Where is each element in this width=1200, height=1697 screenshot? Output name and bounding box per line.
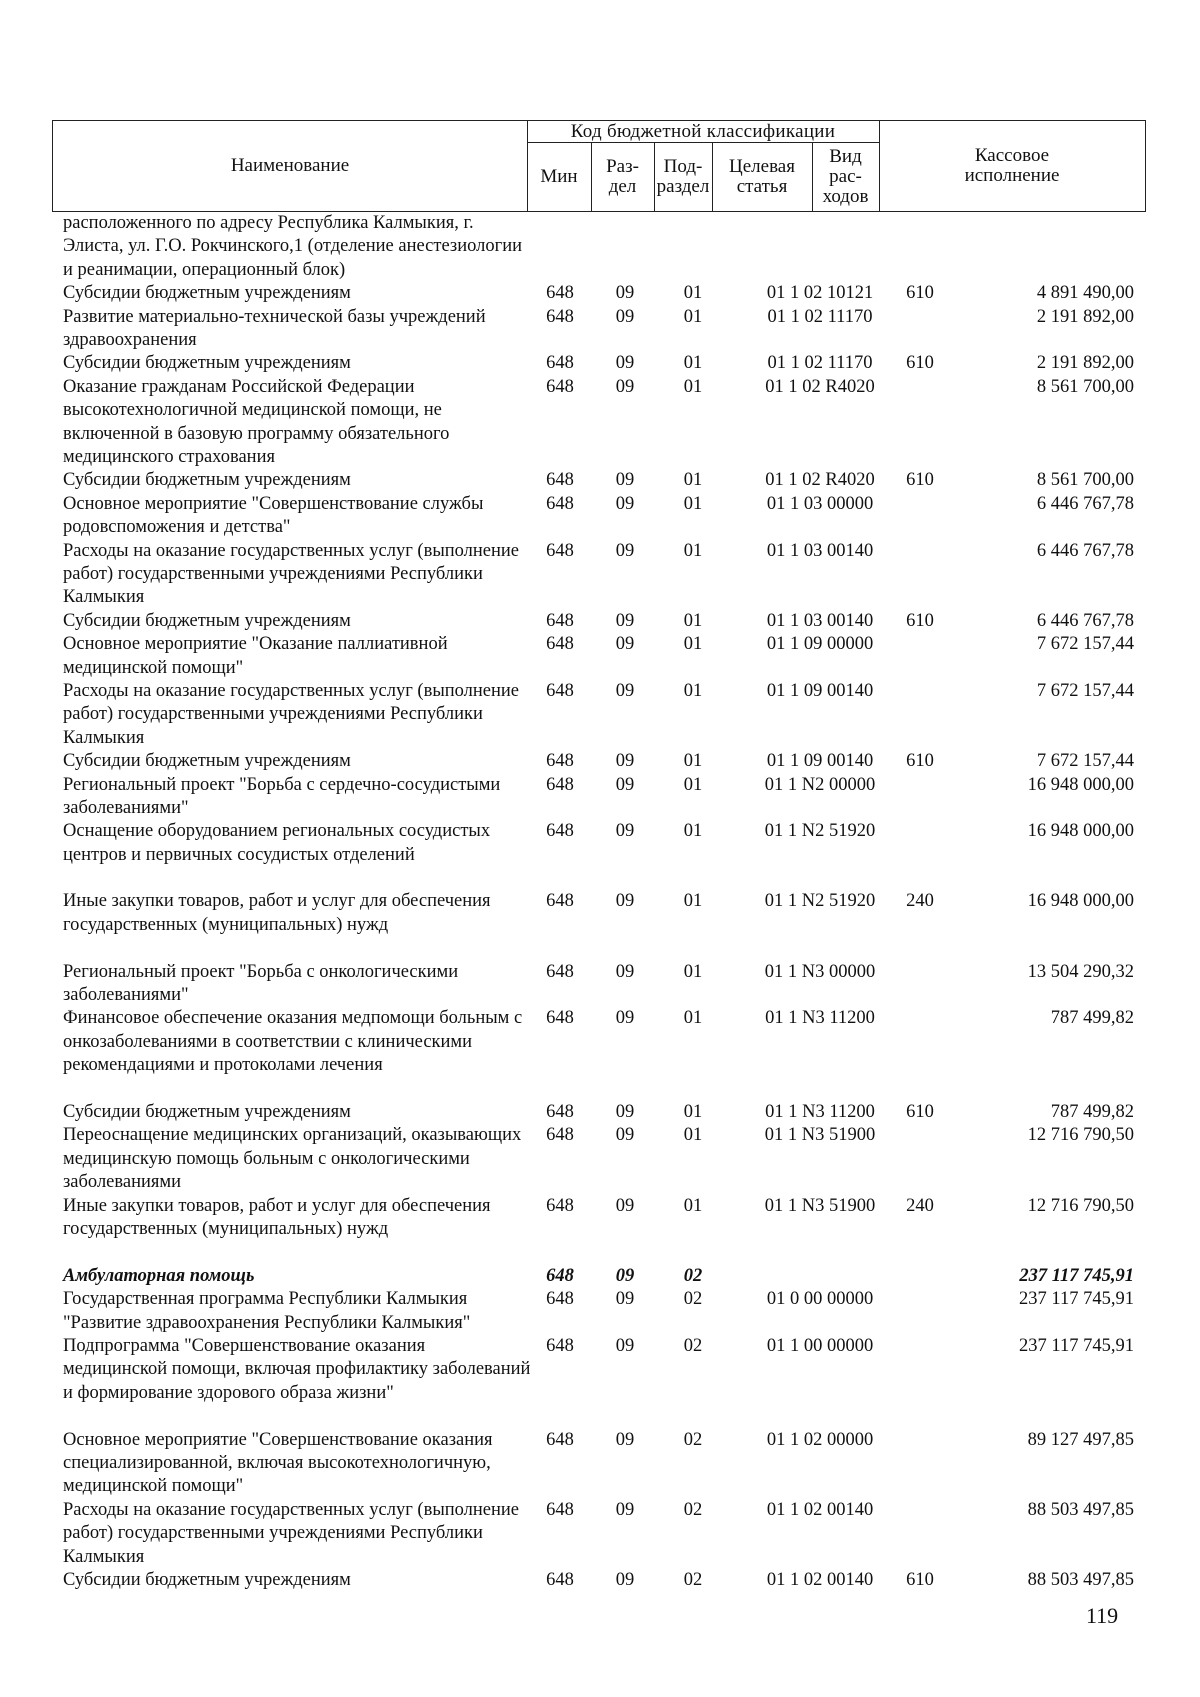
row-name: Финансовое обеспечение оказания медпомощи больным с онкозаболеваниями в соответствии с клиническими рекомендациями и протоколами лечения xyxy=(63,1008,523,1076)
row-min: 648 xyxy=(546,470,574,491)
row-name: Расходы на оказание государственных услуг (выполнение работ) государственными учреждениями Республики Калмыкия xyxy=(63,1499,520,1567)
row-sum: 2 191 892,00 xyxy=(1036,353,1134,374)
row-sum: 13 504 290,32 xyxy=(1027,961,1134,982)
row-razdel: 09 xyxy=(615,353,635,374)
table-row xyxy=(0,1101,1200,1124)
row-razdel: 09 xyxy=(615,961,635,982)
row-podrazdel: 01 xyxy=(683,540,703,561)
page-number: 119 xyxy=(1086,1603,1119,1628)
row-celevaya: 01 1 02 11170 xyxy=(767,353,873,374)
table-row xyxy=(0,750,1200,773)
row-vid: 610 xyxy=(906,283,934,304)
row-razdel: 09 xyxy=(615,1336,635,1357)
header-podrazdel: Под- раздел xyxy=(656,156,710,197)
row-sum: 12 716 790,50 xyxy=(1027,1195,1134,1216)
row-min: 648 xyxy=(546,283,574,304)
row-sum: 237 117 745,91 xyxy=(1019,1289,1134,1310)
row-podrazdel: 01 xyxy=(683,961,703,982)
row-podrazdel: 01 xyxy=(683,1102,703,1123)
row-sum: 7 672 157,44 xyxy=(1036,680,1134,701)
row-min: 648 xyxy=(546,540,574,561)
row-celevaya: 01 1 09 00140 xyxy=(766,680,874,701)
row-name: Субсидии бюджетным учреждениям xyxy=(63,1102,351,1123)
row-sum: 16 948 000,00 xyxy=(1027,821,1134,842)
row-sum: 787 499,82 xyxy=(1050,1008,1134,1029)
row-celevaya: 01 1 N3 11200 xyxy=(765,1008,875,1029)
header-min: Мин xyxy=(540,166,578,187)
row-podrazdel: 01 xyxy=(683,1195,703,1216)
table-row xyxy=(0,1124,1200,1194)
row-razdel: 09 xyxy=(615,1008,635,1029)
row-vid: 610 xyxy=(906,353,934,374)
table-row xyxy=(0,376,1200,470)
table-row xyxy=(0,306,1200,353)
row-sum: 7 672 157,44 xyxy=(1036,751,1134,772)
row-vid: 610 xyxy=(906,751,934,772)
row-celevaya: 01 1 09 00140 xyxy=(766,751,874,772)
row-vid: 610 xyxy=(906,470,934,491)
table-row xyxy=(0,212,1200,282)
row-celevaya: 01 1 02 00000 xyxy=(766,1429,874,1450)
row-min: 648 xyxy=(546,306,574,327)
row-min: 648 xyxy=(546,891,574,912)
table-row xyxy=(0,774,1200,821)
row-sum: 2 191 892,00 xyxy=(1036,306,1134,327)
row-name: Субсидии бюджетным учреждениям xyxy=(63,610,351,631)
table-row xyxy=(0,352,1200,375)
row-name: Иные закупки товаров, работ и услуг для обеспечения государственных (муниципальных) нужд xyxy=(63,1195,491,1240)
row-name: Субсидии бюджетным учреждениям xyxy=(63,283,351,304)
table-row xyxy=(0,961,1200,1008)
table-row xyxy=(0,1499,1200,1569)
header-code-group: Код бюджетной классификации xyxy=(570,120,836,142)
row-razdel: 09 xyxy=(615,610,635,631)
row-podrazdel: 01 xyxy=(683,634,703,655)
row-razdel: 09 xyxy=(615,376,635,397)
row-sum: 16 948 000,00 xyxy=(1027,774,1134,795)
header-vid: Вид рас- ходов xyxy=(822,146,869,207)
row-name: Переоснащение медицинских организаций, оказывающих медицинскую помощь больным с онкологическими заболеваниями xyxy=(63,1125,522,1193)
row-celevaya: 01 1 03 00140 xyxy=(766,610,874,631)
row-min: 648 xyxy=(546,1008,574,1029)
row-celevaya: 01 1 02 00140 xyxy=(766,1499,874,1520)
row-vid: 610 xyxy=(906,1102,934,1123)
row-razdel: 09 xyxy=(615,1195,635,1216)
row-podrazdel: 01 xyxy=(683,751,703,772)
table-row xyxy=(0,1265,1200,1288)
row-name: Основное мероприятие "Совершенствование оказания специализированной, включая высокотехнологичную, медицинской помощи" xyxy=(63,1429,493,1497)
row-podrazdel: 01 xyxy=(683,1125,703,1146)
row-celevaya: 01 1 02 10121 xyxy=(766,283,874,304)
row-vid: 610 xyxy=(906,610,934,631)
row-celevaya: 01 1 03 00140 xyxy=(766,540,874,561)
row-razdel: 09 xyxy=(615,751,635,772)
row-name: Оснащение оборудованием региональных сосудистых центров и первичных сосудистых отделений xyxy=(63,821,491,865)
row-podrazdel: 02 xyxy=(683,1499,703,1520)
row-min: 648 xyxy=(546,1336,574,1357)
row-vid: 240 xyxy=(906,1195,934,1216)
header-razdel: Раз- дел xyxy=(606,156,639,197)
row-min: 648 xyxy=(546,1569,574,1590)
row-razdel: 09 xyxy=(615,634,635,655)
row-celevaya: 01 1 03 00000 xyxy=(766,493,874,514)
row-sum: 237 117 745,91 xyxy=(1019,1265,1134,1286)
row-razdel: 09 xyxy=(615,1265,635,1286)
row-podrazdel: 01 xyxy=(683,353,703,374)
row-min: 648 xyxy=(546,493,574,514)
row-vid: 240 xyxy=(906,891,934,912)
table-row xyxy=(0,469,1200,492)
table-row xyxy=(0,890,1200,960)
row-sum: 6 446 767,78 xyxy=(1036,493,1134,514)
row-razdel: 09 xyxy=(615,891,635,912)
row-min: 648 xyxy=(546,634,574,655)
row-min: 648 xyxy=(546,1289,574,1310)
row-name: Государственная программа Республики Калмыкия "Развитие здравоохранения Республики Калмыкия" xyxy=(63,1289,471,1333)
row-celevaya: 01 1 N3 00000 xyxy=(764,961,876,982)
row-celevaya: 01 1 N2 51920 xyxy=(764,891,876,912)
row-name: Расходы на оказание государственных услуг (выполнение работ) государственными учреждениями Республики Калмыкия xyxy=(63,680,520,748)
row-celevaya: 01 0 00 00000 xyxy=(766,1289,874,1310)
row-podrazdel: 01 xyxy=(683,1008,703,1029)
row-min: 648 xyxy=(546,1102,574,1123)
row-sum: 4 891 490,00 xyxy=(1036,283,1134,304)
table-row xyxy=(0,610,1200,633)
row-min: 648 xyxy=(546,961,574,982)
row-sum: 237 117 745,91 xyxy=(1019,1336,1134,1357)
row-sum: 7 672 157,44 xyxy=(1036,634,1134,655)
row-sum: 6 446 767,78 xyxy=(1036,540,1134,561)
row-razdel: 09 xyxy=(615,540,635,561)
row-podrazdel: 01 xyxy=(683,306,703,327)
table-row xyxy=(0,1429,1200,1499)
table-row xyxy=(0,493,1200,540)
row-min: 648 xyxy=(546,1195,574,1216)
row-razdel: 09 xyxy=(615,680,635,701)
table-row xyxy=(0,1007,1200,1101)
row-podrazdel: 01 xyxy=(683,891,703,912)
table-row xyxy=(0,1195,1200,1265)
row-name: Оказание гражданам Российской Федерации высокотехнологичной медицинской помощи, не включенной в базовую программу обязательного медицинского страхования xyxy=(63,376,450,467)
row-celevaya: 01 1 N3 51900 xyxy=(764,1125,876,1146)
row-razdel: 09 xyxy=(615,493,635,514)
table-header xyxy=(52,120,1146,212)
row-podrazdel: 02 xyxy=(683,1289,703,1310)
header-kassa: Кассовое исполнение xyxy=(964,145,1060,186)
table-body xyxy=(0,212,1200,1592)
row-sum: 6 446 767,78 xyxy=(1036,610,1134,631)
row-sum: 8 561 700,00 xyxy=(1036,376,1134,397)
table-row xyxy=(0,540,1200,610)
row-name: Основное мероприятие "Оказание паллиативной медицинской помощи" xyxy=(63,634,448,678)
row-celevaya: 01 1 N2 00000 xyxy=(764,774,876,795)
row-min: 648 xyxy=(546,376,574,397)
row-min: 648 xyxy=(546,751,574,772)
table-row xyxy=(0,820,1200,890)
row-podrazdel: 01 xyxy=(683,774,703,795)
row-razdel: 09 xyxy=(615,1499,635,1520)
row-name: Амбулаторная помощь xyxy=(63,1265,255,1286)
row-min: 648 xyxy=(546,1125,574,1146)
row-name: Иные закупки товаров, работ и услуг для обеспечения государственных (муниципальных) нужд xyxy=(63,891,491,935)
row-sum: 8 561 700,00 xyxy=(1036,470,1134,491)
row-celevaya: 01 1 02 R4020 xyxy=(765,376,875,397)
row-razdel: 09 xyxy=(615,1289,635,1310)
row-celevaya: 01 1 02 11170 xyxy=(767,306,873,327)
row-razdel: 09 xyxy=(615,821,635,842)
row-celevaya: 01 1 02 00140 xyxy=(766,1569,874,1590)
row-podrazdel: 02 xyxy=(683,1569,703,1590)
row-razdel: 09 xyxy=(615,1429,635,1450)
row-name: расположенного по адресу Республика Калмыкия, г. Элиста, ул. Г.О. Рокчинского,1 (отделение анестезиологии и реанимации, операционный блок) xyxy=(63,213,522,280)
row-podrazdel: 01 xyxy=(683,493,703,514)
row-podrazdel: 01 xyxy=(683,283,703,304)
row-name: Подпрограмма "Совершенствование оказания медицинской помощи, включая профилактику заболеваний и формирование здорового образа жизни" xyxy=(63,1336,531,1403)
row-razdel: 09 xyxy=(615,306,635,327)
row-podrazdel: 02 xyxy=(683,1265,703,1286)
row-razdel: 09 xyxy=(615,1102,635,1123)
row-razdel: 09 xyxy=(615,774,635,795)
row-sum: 88 503 497,85 xyxy=(1027,1499,1134,1520)
row-sum: 88 503 497,85 xyxy=(1027,1569,1134,1590)
row-podrazdel: 01 xyxy=(683,376,703,397)
row-podrazdel: 01 xyxy=(683,821,703,842)
table-row xyxy=(0,282,1200,305)
row-name: Субсидии бюджетным учреждениям xyxy=(63,353,351,374)
row-min: 648 xyxy=(546,1499,574,1520)
row-podrazdel: 01 xyxy=(683,470,703,491)
row-name: Развитие материально-технической базы учреждений здравоохранения xyxy=(63,306,486,350)
row-razdel: 09 xyxy=(615,1569,635,1590)
row-sum: 16 948 000,00 xyxy=(1027,891,1134,912)
row-razdel: 09 xyxy=(615,283,635,304)
row-sum: 12 716 790,50 xyxy=(1027,1125,1134,1146)
row-podrazdel: 02 xyxy=(683,1429,703,1450)
row-celevaya: 01 1 00 00000 xyxy=(766,1336,874,1357)
row-podrazdel: 01 xyxy=(683,680,703,701)
row-name: Расходы на оказание государственных услуг (выполнение работ) государственными учреждениями Республики Калмыкия xyxy=(63,540,520,608)
table-row xyxy=(0,633,1200,680)
row-sum: 787 499,82 xyxy=(1050,1102,1134,1123)
row-celevaya: 01 1 N2 51920 xyxy=(764,821,876,842)
row-name: Региональный проект "Борьба с сердечно-сосудистыми заболеваниями" xyxy=(63,774,501,818)
row-min: 648 xyxy=(546,1265,574,1286)
table-row xyxy=(0,1569,1200,1592)
header-name: Наименование xyxy=(230,155,350,176)
row-name: Региональный проект "Борьба с онкологическими заболеваниями" xyxy=(63,961,459,1006)
header-celevaya: Целевая статья xyxy=(729,156,795,197)
row-min: 648 xyxy=(546,353,574,374)
row-vid: 610 xyxy=(906,1569,934,1590)
row-min: 648 xyxy=(546,1429,574,1450)
row-name: Субсидии бюджетным учреждениям xyxy=(63,470,351,491)
row-podrazdel: 01 xyxy=(683,610,703,631)
row-min: 648 xyxy=(546,680,574,701)
table-row xyxy=(0,1288,1200,1335)
row-razdel: 09 xyxy=(615,1125,635,1146)
row-name: Основное мероприятие "Совершенствование службы родовспоможения и детства" xyxy=(63,493,484,538)
row-celevaya: 01 1 09 00000 xyxy=(766,634,874,655)
row-min: 648 xyxy=(546,821,574,842)
row-celevaya: 01 1 02 R4020 xyxy=(765,470,875,491)
row-razdel: 09 xyxy=(615,470,635,491)
row-sum: 89 127 497,85 xyxy=(1027,1429,1134,1450)
row-podrazdel: 02 xyxy=(683,1336,703,1357)
table-row xyxy=(0,680,1200,750)
row-min: 648 xyxy=(546,774,574,795)
row-celevaya: 01 1 N3 51900 xyxy=(764,1195,876,1216)
row-name: Субсидии бюджетным учреждениям xyxy=(63,751,351,772)
row-celevaya: 01 1 N3 11200 xyxy=(765,1102,875,1123)
row-min: 648 xyxy=(546,610,574,631)
row-name: Субсидии бюджетным учреждениям xyxy=(63,1569,351,1590)
table-row xyxy=(0,1335,1200,1429)
